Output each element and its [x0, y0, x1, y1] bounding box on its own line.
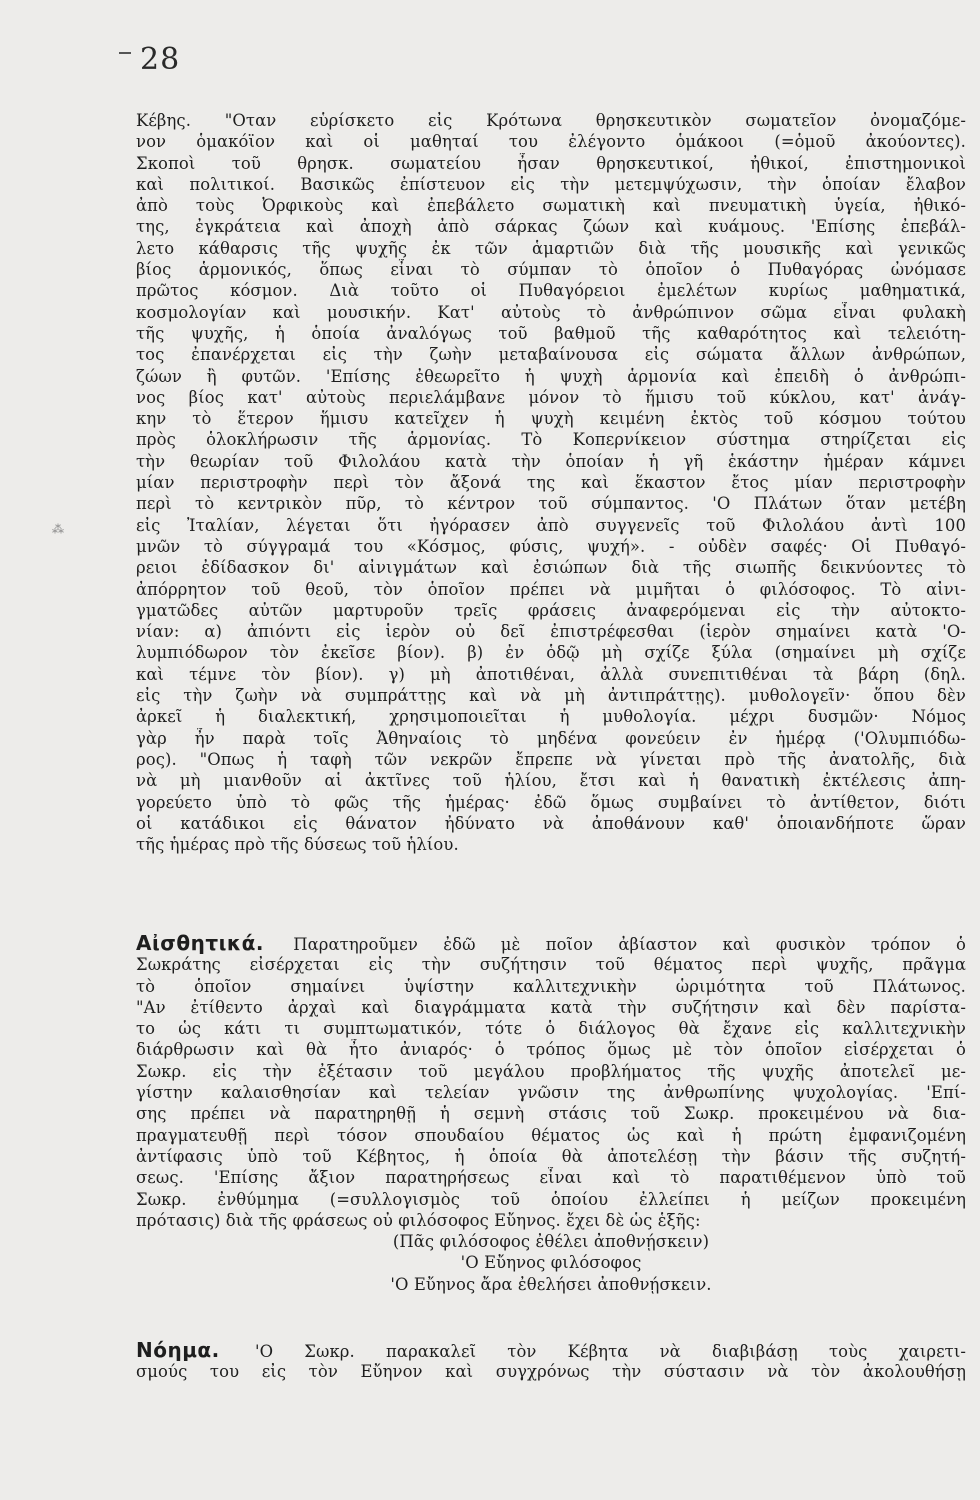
page-number-dash [119, 52, 131, 54]
text-line: οἱ κατάδικοι εἰς θάνατον ἠδύνατο νὰ ἀποθάνουν καθ' ὁποιανδήποτε ὥραν [136, 813, 966, 833]
text-line: ἀπὸ τοὺς Ὀρφικοὺς καὶ ἐπεβάλετο σωματικὴ καὶ πνευματικὴ ὑγεία, ἠθικό- [136, 196, 966, 216]
text-line: νίαν: α) ἀπιόντι εἰς ἱερὸν οὐ δεῖ ἐπιστρέφεσθαι (ἱερὸν σημαίνει κατὰ 'Ο- [136, 622, 966, 642]
text-line: της, ἐγκράτεια καὶ ἀποχὴ ἀπὸ σάρκας ζώων καὶ κυάμους. 'Επίσης ἐπεβάλ- [136, 217, 966, 237]
text-line: ρειοι ἐδίδασκον δι' αἰνιγμάτων καὶ ἐσιώπων διὰ τῆς σιωπῆς δεικνύοντες τὸ [136, 558, 966, 578]
text-line: ἀντίφασις ὑπὸ τοῦ Κέβητος, ἡ ὁποία θὰ ἀποτελέσῃ τὴν βάσιν τῆς συζητή- [136, 1146, 966, 1166]
text-line: Σκοποὶ τοῦ θρησκ. σωματείου ἦσαν θρησκευτικοί, ἠθικοί, ἐπιστημονικοὶ [136, 153, 966, 173]
syllogism-line: (Πᾶς φιλόσοφος ἐθέλει ἀποθνῄσκειν) [392, 1232, 710, 1252]
text-line: μνῶν τὸ σύγγραμά του «Κόσμος, φύσις, ψυχή». - οὐδὲν σαφές· Οἱ Πυθαγό- [136, 536, 966, 556]
text-line: λυμπιόδωρον τὸν ἐκεῖσε βίον). β) ἐν ὁδῷ μὴ σχίζε ξύλα (σημαίνει μὴ σχίζε [136, 643, 966, 663]
text-line: ἀπόρρητον τοῦ θεοῦ, τὸν ὁποῖον πρέπει νὰ μιμῆται ὁ φιλόσοφος. Τὸ αἰνι- [136, 579, 966, 599]
text-line: νον ὁμακόϊον καὶ οἱ μαθηταί του ἐλέγοντο ὁμάκοοι (=ὁμοῦ ἀκούοντες). [136, 132, 966, 152]
text-line: τὸ ὁποῖον σημαίνει ὑψίστην καλλιτεχνικὴν ὡριμότητα τοῦ Πλάτωνος. [136, 976, 966, 996]
text-line: Σωκρ. εἰς τὴν ἐξέτασιν τοῦ μεγάλου προβλήματος τῆς ψυχῆς ἀποτελεῖ με- [136, 1061, 966, 1081]
text-line: τος ἐπανέρχεται εἰς τὴν ζωὴν μεταβαίνουσα εἰς σώματα ἄλλων ἀνθρώπων, [136, 345, 966, 365]
section-heading-aesthetics: Αἰσθητικά. [136, 933, 264, 955]
text-line: γίστην καλαισθησίαν καὶ τελείαν γνῶσιν της ἀνθρωπίνης ψυχολογίας. 'Επί- [136, 1083, 966, 1103]
text-line: σεως. 'Επίσης ἄξιον παρατηρήσεως εἶναι καὶ τὸ παρατιθέμενον ὑπὸ τοῦ [136, 1168, 966, 1188]
text-line: εἰς Ἰταλίαν, λέγεται ὅτι ἠγόρασεν ἀπὸ συγγενεῖς τοῦ Φιλολάου ἀντὶ 100 [136, 515, 966, 535]
text-line: πραγματευθῇ περὶ τόσον σπουδαίου θέματος ὡς καὶ ἡ πρώτη ἐμφανιζομένη [136, 1125, 966, 1145]
text-line: καὶ πολιτικοί. Βασικῶς ἐπίστευον εἰς τὴν μετεμψύχωσιν, τὴν ὁποίαν ἔλαβον [136, 174, 966, 194]
text-line: τῆς ψυχῆς, ἡ ὁποία ἀναλόγως τοῦ βαθμοῦ τῆς καθαρότητος καὶ τελειότη- [136, 323, 966, 343]
text-line: ζώων ἢ φυτῶν. 'Επίσης ἐθεωρεῖτο ἡ ψυχὴ ἁρμονία καὶ ἐπειδὴ ὁ ἀνθρώπι- [136, 366, 966, 386]
text-line: Κέβης. "Οταν εὑρίσκετο εἰς Κρότωνα θρησκευτικὸν σωματεῖον ὀνομαζόμε- [136, 111, 966, 130]
meaning-paragraph [136, 1340, 966, 1383]
text-line: νὰ μὴ μιανθοῦν αἱ ἀκτῖνες τοῦ ἡλίου, ἔτσι καὶ ἡ θανατικὴ ἐκτέλεσις ἀπη- [136, 771, 966, 791]
text-line: κοσμολογίαν καὶ μουσικήν. Κατ' αὐτοὺς τὸ ἀνθρώπινον σῶμα εἶναι φυλακὴ [136, 302, 966, 322]
margin-mark-icon: ⁂ [52, 522, 64, 536]
text-line: γορεύετο ὑπὸ τὸ φῶς τῆς ἡμέρας· ἐδῶ ὅμως συμβαίνει τὸ ἀντίθετον, διότι [136, 792, 966, 812]
text-line: γματῶδες αὐτῶν μαρτυροῦν τρεῖς φράσεις ἀναφερόμεναι εἰς τὴν αὐτοκτο- [136, 600, 966, 620]
text-line: σμούς του εἰς τὸν Εὔηνον καὶ συγχρόνως τὴν σύστασιν νὰ τὸν ἀκολουθήσῃ [136, 1362, 966, 1382]
page-number: 28 [140, 42, 181, 77]
text-line: νος βίος κατ' αὐτοὺς περιελάμβανε μόνον τὸ ἥμισυ τοῦ κύκλου, κατ' ἀνάγ- [136, 387, 966, 407]
text-line: πρότασις) διὰ τῆς φράσεως οὐ φιλόσοφος Εὔηνος. ἔχει δὲ ὡς ἑξῆς: [136, 1210, 701, 1230]
text-line: ἀρκεῖ ἡ διαλεκτική, χρησιμοποιεῖται ἡ μυθολογία. μέχρι δυσμῶν· Νόμος [136, 707, 966, 727]
syllogism-line: 'Ο Εὔηνος ἄρα ἐθελήσει ἀποθνῄσκειν. [390, 1274, 712, 1294]
commentary-paragraph [136, 110, 966, 855]
text-line: λετο κάθαρσις τῆς ψυχῆς ἐκ τῶν ἁμαρτιῶν διὰ τῆς μουσικῆς καὶ γενικῶς [136, 238, 966, 258]
text-line: ρος). "Οπως ἡ ταφὴ τῶν νεκρῶν ἔπρεπε νὰ γίνεται πρὸ τῆς ἀνατολῆς, διὰ [136, 749, 966, 769]
text-line-body: Παρατηροῦμεν ἐδῶ μὲ ποῖον ἀβίαστον καὶ φυσικὸν τρόπον ὁ [267, 935, 966, 954]
text-line: το ὡς κάτι τι συμπτωματικόν, τότε ὁ διάλογος θὰ ἔχανε εἰς καλλιτεχνικὴν [136, 1019, 966, 1039]
aesthetics-paragraph [136, 933, 966, 1295]
text-line: "Αν ἐτίθεντο ἀρχαὶ καὶ διαγράμματα κατὰ τὴν συζήτησιν καὶ δὲν παρίστα- [136, 997, 966, 1017]
text-line: βίος ἁρμονικός, ὅπως εἶναι τὸ σύμπαν τὸ ὁποῖον ὁ Πυθαγόρας ὠνόμασε [136, 260, 966, 280]
section-heading-meaning: Νόημα. [136, 1340, 220, 1362]
text-line: εἰς τὴν ζωὴν νὰ συμπράττῃς καὶ νὰ μὴ ἀντιπράττῃς). μυθολογεῖν· ὅπου δὲν [136, 686, 966, 706]
text-line: καὶ τέμνε τὸν βίον). γ) μὴ ἀποτιθέναι, ἀλλὰ συνεπιτιθέναι τὰ βάρη (δηλ. [136, 664, 966, 684]
text-line: τῆς ἡμέρας πρὸ τῆς δύσεως τοῦ ἡλίου. [136, 835, 459, 855]
text-line: γὰρ ἦν παρὰ τοῖς Ἀθηναίοις τὸ μηδένα φονεύειν ἐν ἡμέρᾳ ('Ολυμπιόδω- [136, 728, 966, 748]
text-line: πρὸς ὁλοκλήρωσιν τῆς ἁρμονίας. Τὸ Κοπερνίκειον σύστημα στηρίζεται εἰς [136, 430, 966, 450]
text-line: μίαν περιστροφὴν περὶ τὸν ἄξονά της καὶ ἕκαστον ἔτος μίαν περιστροφὴν [136, 473, 966, 493]
text-line: κην τὸ ἕτερον ἥμισυ κατεῖχεν ἡ ψυχὴ κειμένη ἐκτὸς τοῦ κόσμου τούτου [136, 409, 966, 429]
text-line: περὶ τὸ κεντρικὸν πῦρ, τὸ κέντρον τοῦ σύμπαντος. 'Ο Πλάτων ὅταν μετέβη [136, 494, 966, 514]
text-line-body: 'Ο Σωκρ. παρακαλεῖ τὸν Κέβητα νὰ διαβιβάσῃ τοὺς χαιρετι- [223, 1342, 966, 1361]
text-line: τὴν θεωρίαν τοῦ Φιλολάου κατὰ τὴν ὁποίαν ἡ γῆ ἑκάστην ἡμέραν κάμνει [136, 451, 966, 471]
text-line: Σωκράτης εἰσέρχεται εἰς τὴν συζήτησιν τοῦ θέματος περὶ ψυχῆς, πρᾶγμα [136, 955, 966, 975]
text-line: διάρθρωσιν καὶ θὰ ἦτο ἀνιαρός· ὁ τρόπος ὅμως μὲ τὸν ὁποῖον εἰσέρχεται ὁ [136, 1040, 966, 1060]
text-line [136, 1340, 966, 1361]
text-line: Σωκρ. ἐνθύμημα (=συλλογισμὸς τοῦ ὁποίου ἐλλείπει ἡ μείζων προκειμένη [136, 1189, 966, 1209]
text-line: πρῶτος κόσμον. Διὰ τοῦτο οἱ Πυθαγόρειοι ἐμελέτων κυρίως μαθηματικά, [136, 281, 966, 301]
text-line [136, 933, 966, 954]
syllogism-line: 'Ο Εὔηνος φιλόσοφος [460, 1253, 642, 1273]
text-line: σης πρέπει νὰ παρατηρηθῇ ἡ σεμνὴ στάσις τοῦ Σωκρ. προκειμένου νὰ δια- [136, 1104, 966, 1124]
